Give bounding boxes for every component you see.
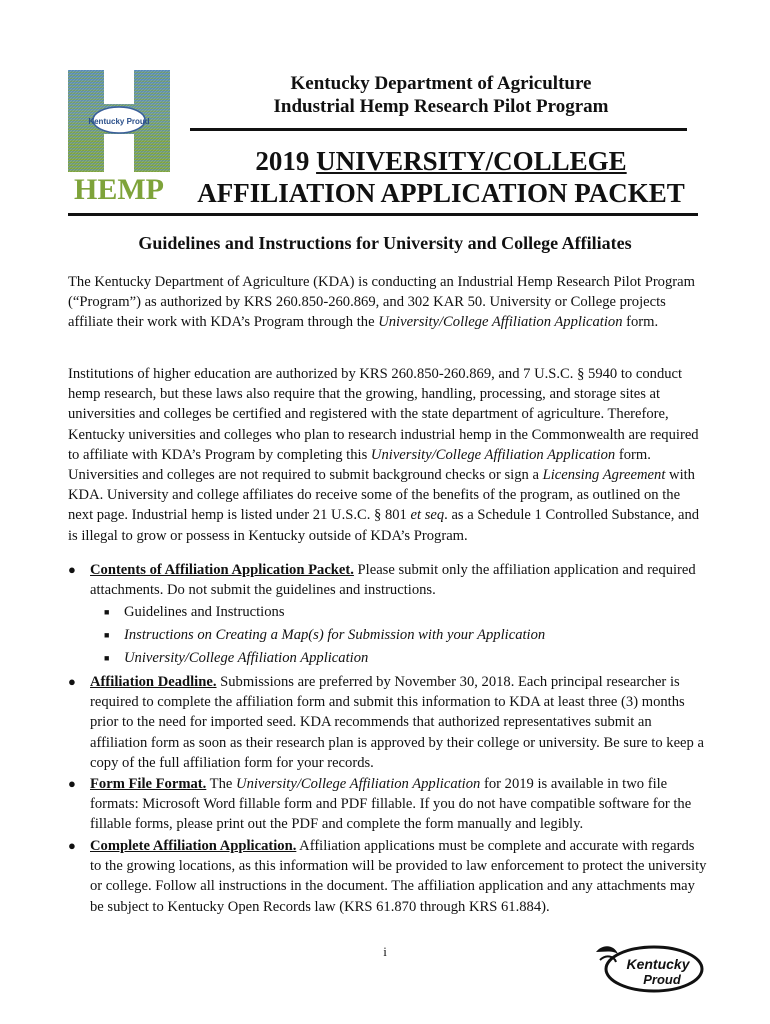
bullet-text-a: The [206,776,237,792]
p2-text-a: Institutions of higher education are authorized by KRS 260.850-260.869, and 7 U.S.C. § 5940 to conduct hemp research, but these laws also require that the growing, handling, processing, and storage sites at universities and colleges be certified and registered with the state department of agriculture. Therefore, Kentucky universities and colleges who plan to research industrial hemp in the Commonwealth are required to affiliate with KDA’s Program by completing this [68,366,699,463]
packet-item-label: University/College Affiliation Application [124,650,369,666]
packet-item-label: Guidelines and Instructions [124,604,285,620]
logo-badge-text: Kentucky Proud [88,117,150,126]
p2-text-d: . as a Schedule 1 Controlled Substance, and is illegal to grow or possess in Kentucky outside of KDA’s Program. [68,507,700,544]
title-year: 2019 [255,146,317,176]
bullet-dot: ● [68,674,76,689]
kentucky-proud-logo [588,940,706,994]
p2-italic-1: University/College Affiliation Application [370,446,616,463]
bullet-italic: University/College Affiliation Application [236,776,481,792]
bullet-contents [68,560,708,600]
program-name: Industrial Hemp Research Pilot Program [273,96,609,117]
page-number: i [383,944,387,959]
title-line-1 [186,145,696,177]
header-rule [190,128,687,131]
logo-text: HEMP [74,173,164,202]
p1-italic: University/College Affiliation Application [378,314,623,331]
title-rule [68,213,698,216]
bullet-heading: Complete Affiliation Application. [90,838,297,854]
bullet-text: Please submit only the affiliation application and required attachments. Do not submit the guidelines and instructions. [90,562,696,599]
bullet-dot: ● [68,838,76,853]
kp-line-1: Kentucky [626,956,690,972]
p2-text-b: form. Universities and colleges are not required to submit background checks or sign a [68,446,651,484]
bullet-text-b: for 2019 is available in two file formats: Microsoft Word fillable form and PDF fillable. If you do not have compatible software for the fillable forms, please print out the PDF and complete the form manually and legibly. [90,776,692,833]
bullet-dot: ● [68,776,76,791]
bullet-file-format [68,774,708,835]
authority-paragraph [68,364,708,546]
bullet-text: Affiliation applications must be complete and accurate with regards to the growing locations, as this information will be provided to law enforcement to protect the university or college. Follow all instructions in the document. The affiliation application and any attachments may be subject to Kentucky Open Records law (KRS 61.870 through KRS 61.884). [90,838,707,915]
bullet-heading: Form File Format. [90,776,207,792]
packet-item [104,602,285,622]
kp-line-2: Proud [643,972,681,987]
p2-italic-2: Licensing Agreement [542,467,666,484]
bullet-deadline [68,672,708,773]
bullet-dot: ● [68,562,76,577]
p2-italic-3: et seq [410,507,445,524]
p1-text-b: form. [622,314,659,331]
intro-paragraph [68,272,708,333]
p1-text-a: The Kentucky Department of Agriculture (KDA) is conducting an Industrial Hemp Research Pilot Program (“Program”) as authorized by KRS 260.850-260.869, and 302 KAR 50. University or College projects affiliate their work with KDA’s Program through the [68,274,695,331]
packet-item-label: Instructions on Creating a Map(s) for Submission with your Application [124,627,546,643]
org-name: Kentucky Department of Agriculture [290,73,592,94]
hemp-logo [66,70,172,202]
bullet-heading: Contents of Affiliation Application Packet. [90,562,354,578]
p2-text-c: with KDA. University and college affiliates do receive some of the benefits of the program, as outlined on the next page. Industrial hemp is listed under 21 U.S.C. § 801 [68,467,695,524]
bullet-text: Submissions are preferred by November 30, 2018. Each principal researcher is required to complete the affiliation form and submit this information to KDA at least three (3) months prior to the need for imported seed. KDA recommends that authorized representatives submit an affiliation form as soon as their research plan is approved by their college or university. Be sure to keep a copy of the full affiliation form for your records. [90,674,704,771]
packet-item [104,648,368,668]
bullet-complete-application [68,836,708,917]
packet-item [104,625,545,645]
title-line-2: AFFILIATION APPLICATION PACKET [197,178,685,208]
bullet-heading: Affiliation Deadline. [90,674,217,690]
square-bullet-icon: ■ [104,630,110,640]
title-underlined: UNIVERSITY/COLLEGE [316,146,627,176]
section-subtitle: Guidelines and Instructions for University and College Affiliates [138,233,632,253]
square-bullet-icon: ■ [104,653,110,663]
square-bullet-icon: ■ [104,607,110,617]
